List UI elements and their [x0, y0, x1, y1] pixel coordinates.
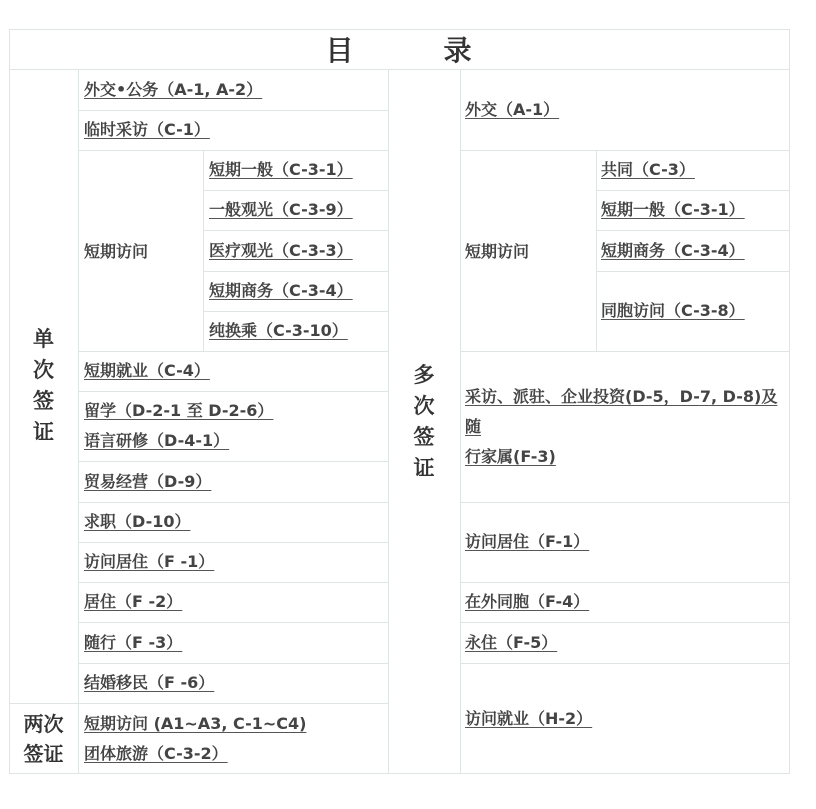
link-single-visit-residence[interactable]: 访问居住（F -1） — [84, 552, 215, 571]
link-multi-diplomatic[interactable]: 外交（A-1） — [465, 99, 560, 119]
link-multi-compatriot-visit[interactable]: 同胞访问（C-3-8） — [601, 301, 745, 320]
link-multi-visit-residence[interactable]: 访问居住（F-1） — [465, 532, 590, 551]
multiple-visa-char: 多 — [413, 362, 435, 387]
single-visa-char: 次 — [33, 358, 54, 382]
single-short-visit-group-label: 短期访问 — [84, 242, 149, 261]
link-single-short-employment[interactable]: 短期就业（C-4） — [84, 361, 210, 380]
multiple-visa-label — [388, 69, 460, 774]
link-single-medical-tour[interactable]: 医疗观光（C-3-3） — [209, 240, 353, 260]
column-divider — [460, 69, 461, 774]
title-char: 录 — [443, 34, 474, 67]
link-single-job-seeking[interactable]: 求职（D-10） — [84, 512, 191, 531]
single-visa-char: 证 — [33, 420, 54, 444]
multiple-visa-char: 证 — [413, 455, 435, 480]
link-double-short-visit[interactable]: 短期访问 (A1~A3, C-1~C4) — [84, 713, 307, 733]
link-multi-interview-dispatch[interactable]: 采访、派驻、企业投资(D-5，D-7, D-8)及随 — [465, 386, 778, 436]
link-double-group-tour[interactable]: 团体旅游（C-3-2） — [84, 743, 228, 763]
page-title — [9, 29, 790, 69]
link-single-accompany[interactable]: 随行（F -3） — [84, 632, 183, 652]
link-single-diplomatic[interactable]: 外交•公务（A-1, A-2） — [84, 79, 263, 99]
link-single-general-tour[interactable]: 一般观光（C-3-9） — [209, 200, 353, 219]
double-visa-line: 两次 — [23, 711, 64, 736]
column-divider — [78, 69, 79, 774]
link-single-short-general[interactable]: 短期一般（C-3-1） — [209, 160, 353, 179]
title-char: 目 — [325, 34, 356, 67]
link-single-marriage-immigrant[interactable]: 结婚移民（F -6） — [84, 673, 215, 692]
link-single-short-business[interactable]: 短期商务（C-3-4） — [209, 281, 353, 300]
multiple-visa-char: 次 — [413, 393, 435, 418]
link-single-temp-interview[interactable]: 临时采访（C-1） — [84, 120, 210, 139]
single-visa-char: 签 — [33, 389, 54, 413]
multiple-visa-char: 签 — [413, 424, 435, 449]
link-multi-common[interactable]: 共同（C-3） — [601, 160, 695, 179]
double-visa-line: 签证 — [23, 741, 64, 766]
double-visa-label — [9, 703, 78, 774]
multi-short-visit-group-label: 短期访问 — [465, 242, 530, 261]
column-divider — [596, 150, 597, 351]
link-single-residence[interactable]: 居住（F -2） — [84, 592, 183, 611]
link-multi-family[interactable]: 行家属(F-3) — [465, 446, 556, 466]
link-single-study[interactable]: 留学（D-2-1 至 D-2-6） — [84, 401, 274, 420]
link-multi-overseas-compatriot[interactable]: 在外同胞（F-4） — [465, 592, 590, 611]
link-multi-short-business[interactable]: 短期商务（C-3-4） — [601, 240, 745, 260]
link-multi-short-general[interactable]: 短期一般（C-3-1） — [601, 200, 745, 219]
link-multi-visit-employment[interactable]: 访问就业（H-2） — [465, 708, 593, 728]
link-single-language-study[interactable]: 语言研修（D-4-1） — [84, 431, 230, 450]
link-single-transit[interactable]: 纯换乘（C-3-10） — [209, 321, 348, 340]
link-multi-permanent[interactable]: 永住（F-5） — [465, 632, 558, 652]
column-divider — [203, 150, 204, 351]
single-visa-char: 单 — [33, 327, 54, 351]
single-visa-label — [9, 69, 78, 703]
link-single-trade[interactable]: 贸易经营（D-9） — [84, 471, 212, 491]
